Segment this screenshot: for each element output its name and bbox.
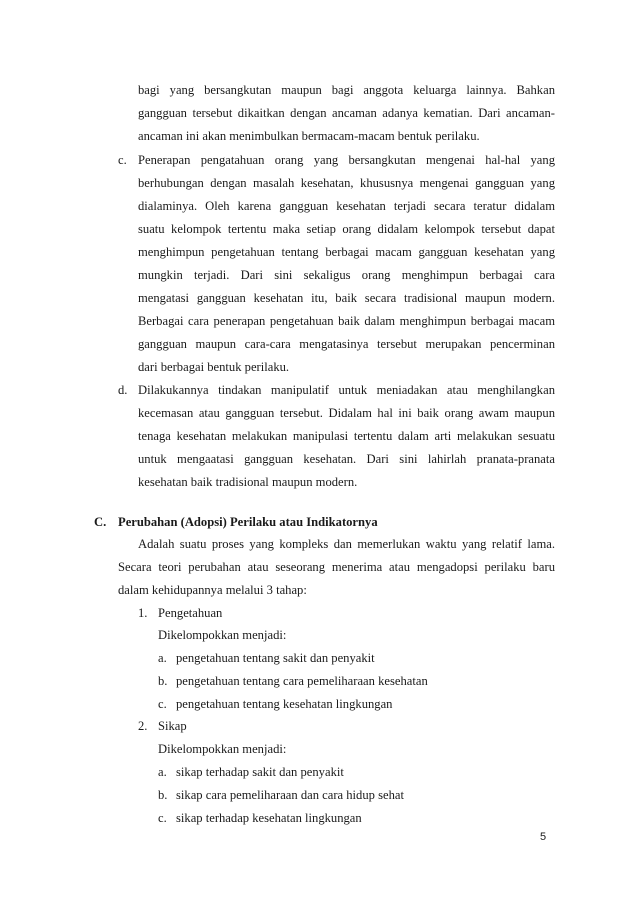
paragraph-line: Berbagai cara penerapan pengetahuan baik dalam menghimpun berbagai macam: [138, 314, 555, 328]
paragraph-line: menghimpun pengetahuan tentang berbagai macam gangguan kesehatan yang: [138, 245, 555, 259]
paragraph-line: dari berbagai bentuk perilaku.: [138, 360, 290, 374]
list-item: sikap cara pemeliharaan dan cara hidup sehat: [176, 788, 404, 802]
list-marker: a.: [158, 765, 167, 779]
stage-title: Sikap: [158, 719, 187, 733]
paragraph-line: mengatasi gangguan kesehatan itu, baik secara tradisional maupun modern.: [138, 291, 555, 305]
list-marker: a.: [158, 651, 167, 665]
paragraph-line: Penerapan pengatahuan orang yang bersangkutan mengenai hal-hal yang: [138, 153, 555, 167]
stage-subtitle: Dikelompokkan menjadi:: [158, 628, 287, 642]
paragraph-line: bagi yang bersangkutan maupun bagi anggota keluarga lainnya. Bahkan: [138, 83, 555, 97]
section-marker: C.: [94, 515, 107, 529]
list-item: pengetahuan tentang cara pemeliharaan kesehatan: [176, 674, 428, 688]
paragraph-line: Dilakukannya tindakan manipulatif untuk meniadakan atau menghilangkan: [138, 383, 555, 397]
paragraph-line: gangguan tersebut dikaitkan dengan ancaman adanya kematian. Dari ancaman-: [138, 106, 555, 120]
paragraph-line: mungkin terjadi. Dari sini sekaligus orang menghimpun berbagai cara: [138, 268, 555, 282]
paragraph-line: Adalah suatu proses yang kompleks dan memerlukan waktu yang relatif lama.: [138, 537, 555, 551]
paragraph-line: dialaminya. Oleh karena gangguan kesehatan terjadi secara teratur didalam: [138, 199, 555, 213]
stage-number: 2.: [138, 719, 148, 733]
stage-number: 1.: [138, 606, 148, 620]
paragraph-line: ancaman ini akan menimbulkan bermacam-macam bentuk perilaku.: [138, 129, 480, 143]
stage-subtitle: Dikelompokkan menjadi:: [158, 742, 287, 756]
list-marker: c.: [158, 697, 167, 711]
list-marker: c.: [158, 811, 167, 825]
list-item: pengetahuan tentang sakit dan penyakit: [176, 651, 375, 665]
list-marker: b.: [158, 674, 168, 688]
list-marker: b.: [158, 788, 168, 802]
paragraph-line: dalam kehidupannya melalui 3 tahap:: [118, 583, 307, 597]
paragraph-line: untuk mengaatasi gangguan kesehatan. Dari sini lahirlah pranata-pranata: [138, 452, 555, 466]
section-heading: Perubahan (Adopsi) Perilaku atau Indikatornya: [118, 515, 378, 529]
paragraph-line: kecemasan atau gangguan tersebut. Didalam hal ini baik orang awam maupun: [138, 406, 555, 420]
list-marker-c: c.: [118, 153, 127, 167]
paragraph-line: berhubungan dengan masalah kesehatan, khususnya mengenai gangguan yang: [138, 176, 555, 190]
paragraph-line: suatu kelompok tertentu maka setiap orang didalam kelompok tersebut dapat: [138, 222, 555, 236]
paragraph-line: Secara teori perubahan atau seseorang menerima atau mengadopsi perilaku baru: [118, 560, 555, 574]
paragraph-line: gangguan maupun cara-cara mengatasinya tersebut merupakan pencerminan: [138, 337, 555, 351]
list-item: pengetahuan tentang kesehatan lingkungan: [176, 697, 393, 711]
page-number: 5: [540, 831, 547, 843]
list-item: sikap terhadap kesehatan lingkungan: [176, 811, 362, 825]
paragraph-line: kesehatan baik tradisional maupun modern.: [138, 475, 358, 489]
paragraph-line: tenaga kesehatan melakukan manipulasi tertentu dalam arti melakukan sesuatu: [138, 429, 555, 443]
list-item: sikap terhadap sakit dan penyakit: [176, 765, 344, 779]
stage-title: Pengetahuan: [158, 606, 223, 620]
list-marker-d: d.: [118, 383, 128, 397]
